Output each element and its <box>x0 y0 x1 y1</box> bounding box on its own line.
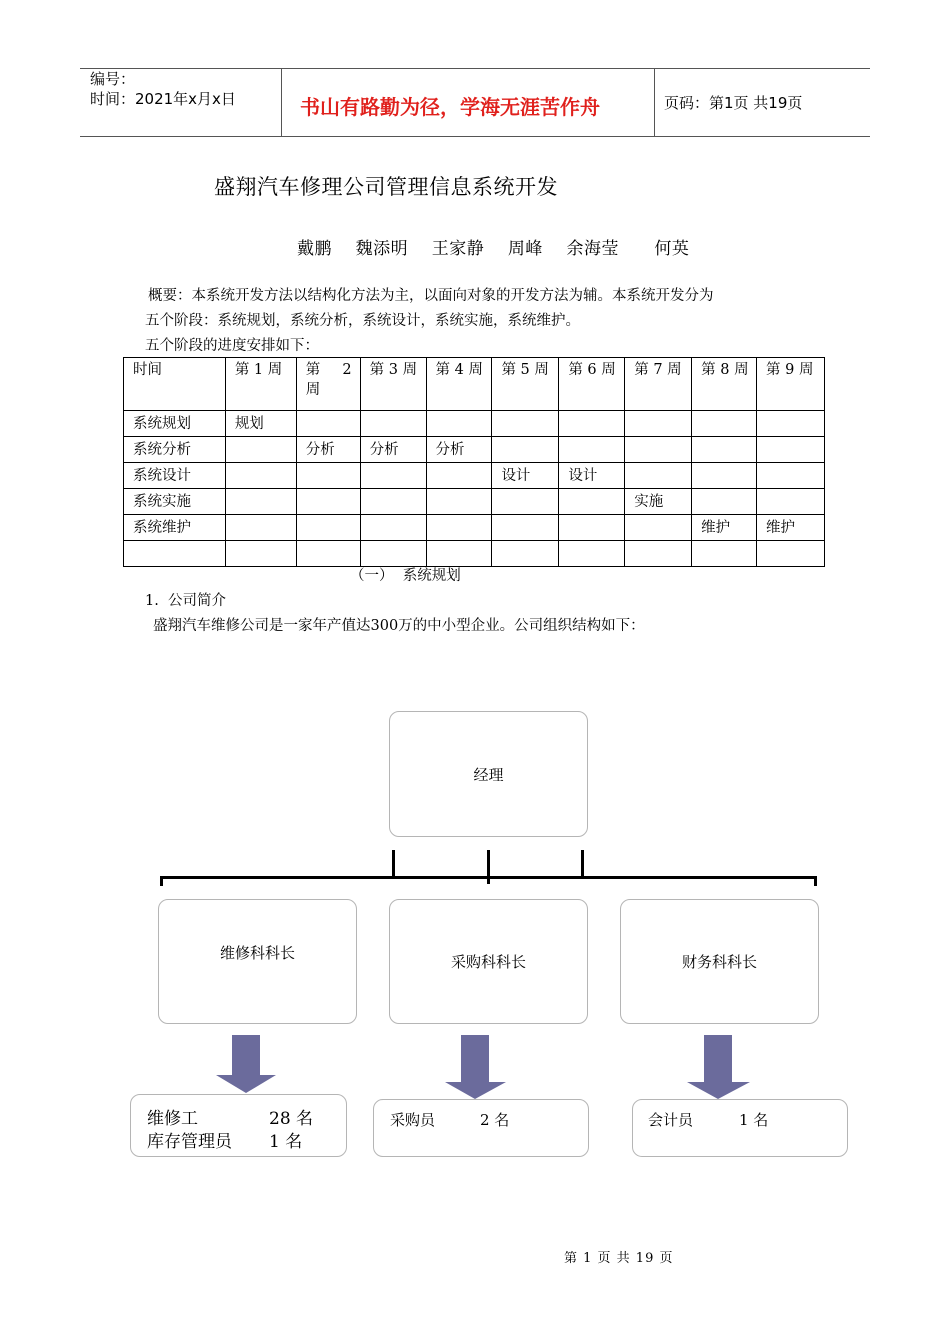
schedule-row <box>124 541 825 567</box>
author-list: 戴鹏 魏添明 王家静 周峰 余海莹 何英 <box>297 239 690 259</box>
schedule-cell: 系统分析 <box>124 437 226 463</box>
schedule-cell <box>225 489 296 515</box>
schedule-cell <box>692 489 757 515</box>
page-footer: 第 1 页 共 19 页 <box>564 1251 674 1266</box>
schedule-cell <box>492 489 559 515</box>
schedule-cell <box>692 463 757 489</box>
sub-heading: 1. 公司简介 <box>145 593 227 609</box>
header-page-info: 页码：第1页 共19页 <box>664 94 803 112</box>
schedule-cell <box>360 515 426 541</box>
org-manager-label: 经理 <box>473 765 504 784</box>
schedule-cell: 系统规划 <box>124 411 226 437</box>
schedule-row <box>124 489 825 515</box>
schedule-cell <box>625 541 692 567</box>
schedule-cell <box>225 541 296 567</box>
schedule-cell <box>559 541 625 567</box>
schedule-cell: 设计 <box>492 463 559 489</box>
staff-role: 采购员 <box>390 1111 436 1129</box>
org-department-label: 采购科科长 <box>450 953 526 971</box>
org-box-finance-head <box>620 899 819 1024</box>
schedule-cell <box>426 463 492 489</box>
schedule-cell <box>559 411 625 437</box>
schedule-cell <box>360 489 426 515</box>
staff-count: 2 名 <box>480 1111 510 1129</box>
staff-count: 1 名 <box>269 1132 303 1152</box>
schedule-cell: 维护 <box>757 515 825 541</box>
schedule-cell <box>625 463 692 489</box>
schedule-cell <box>426 515 492 541</box>
header-top-border <box>80 68 870 69</box>
header-divider-left <box>281 68 282 136</box>
schedule-cell: 实施 <box>625 489 692 515</box>
header-bottom-border <box>80 136 870 137</box>
schedule-cell <box>492 541 559 567</box>
schedule-cell <box>692 541 757 567</box>
schedule-cell: 维护 <box>692 515 757 541</box>
company-intro: 盛翔汽车维修公司是一家年产值达300万的中小型企业。公司组织结构如下： <box>153 618 645 634</box>
schedule-row <box>124 437 825 463</box>
header-motto: 书山有路勤为径，学海无涯苦作舟 <box>300 95 600 119</box>
schedule-cell <box>625 515 692 541</box>
schedule-intro: 五个阶段的进度安排如下： <box>145 338 319 354</box>
schedule-cell <box>426 411 492 437</box>
schedule-header-cell: 第 2 周 <box>296 358 360 411</box>
schedule-cell <box>225 463 296 489</box>
schedule-cell: 系统实施 <box>124 489 226 515</box>
schedule-header-cell: 第 8 周 <box>692 358 757 411</box>
staff-count: 1 名 <box>739 1111 769 1129</box>
schedule-cell <box>296 489 360 515</box>
org-connector-tick <box>581 850 584 878</box>
down-arrow-icon <box>686 1035 752 1101</box>
schedule-cell: 规划 <box>225 411 296 437</box>
schedule-cell: 分析 <box>426 437 492 463</box>
schedule-header-cell: 第 1 周 <box>225 358 296 411</box>
schedule-cell <box>225 437 296 463</box>
down-arrow-icon <box>444 1035 508 1101</box>
schedule-row <box>124 515 825 541</box>
header-divider-right <box>654 68 655 136</box>
down-arrow-icon <box>214 1035 278 1095</box>
header-time-label: 时间：2021年x月x日 <box>90 90 236 108</box>
schedule-header-cell: 第 9 周 <box>757 358 825 411</box>
schedule-cell: 系统设计 <box>124 463 226 489</box>
schedule-cell <box>296 463 360 489</box>
schedule-cell <box>559 437 625 463</box>
org-box-purchase-head <box>389 899 588 1024</box>
schedule-cell: 分析 <box>360 437 426 463</box>
schedule-cell <box>692 411 757 437</box>
schedule-cell <box>692 437 757 463</box>
schedule-cell <box>757 489 825 515</box>
schedule-cell: 系统维护 <box>124 515 226 541</box>
schedule-cell <box>625 411 692 437</box>
schedule-table <box>123 357 825 567</box>
schedule-header-cell: 时间 <box>124 358 226 411</box>
schedule-header-cell: 第 4 周 <box>426 358 492 411</box>
schedule-header-cell: 第 5 周 <box>492 358 559 411</box>
org-box-purchase-staff <box>373 1099 589 1157</box>
header-number-label: 编号： <box>90 70 136 88</box>
schedule-header-cell: 第 3 周 <box>360 358 426 411</box>
org-box-finance-staff <box>632 1099 848 1157</box>
schedule-cell <box>225 515 296 541</box>
schedule-cell <box>757 411 825 437</box>
org-box-repair-staff <box>130 1094 347 1157</box>
schedule-cell: 分析 <box>296 437 360 463</box>
org-department-label: 维修科科长 <box>219 944 295 962</box>
schedule-cell <box>492 411 559 437</box>
schedule-header-cell: 第 7 周 <box>625 358 692 411</box>
org-connector-tick <box>487 850 490 884</box>
staff-role: 库存管理员 <box>147 1132 232 1152</box>
schedule-cell <box>625 437 692 463</box>
abstract-line-1: 概要：本系统开发方法以结构化方法为主，以面向对象的开发方法为辅。本系统开发分为 <box>148 288 714 304</box>
staff-count: 28 名 <box>269 1109 314 1129</box>
section-heading: （一） 系统规划 <box>350 568 461 584</box>
schedule-cell <box>757 541 825 567</box>
schedule-cell <box>426 541 492 567</box>
org-box-repair-head <box>158 899 357 1024</box>
schedule-cell <box>296 411 360 437</box>
schedule-cell <box>296 515 360 541</box>
org-connector-drop <box>814 876 817 886</box>
staff-role: 维修工 <box>147 1109 198 1129</box>
schedule-cell <box>559 515 625 541</box>
page-title: 盛翔汽车修理公司管理信息系统开发 <box>214 175 558 199</box>
schedule-cell <box>492 437 559 463</box>
staff-role: 会计员 <box>648 1111 694 1129</box>
schedule-header-cell: 第 6 周 <box>559 358 625 411</box>
schedule-cell <box>757 463 825 489</box>
schedule-cell <box>360 463 426 489</box>
org-connector-tick <box>392 850 395 878</box>
schedule-cell <box>757 437 825 463</box>
org-connector-drop <box>160 876 163 886</box>
schedule-cell <box>360 411 426 437</box>
schedule-cell <box>360 541 426 567</box>
schedule-cell <box>296 541 360 567</box>
schedule-cell <box>559 489 625 515</box>
schedule-cell: 设计 <box>559 463 625 489</box>
schedule-cell <box>124 541 226 567</box>
org-department-label: 财务科科长 <box>681 953 757 971</box>
schedule-cell <box>492 515 559 541</box>
schedule-row <box>124 411 825 437</box>
schedule-header-row <box>124 358 825 411</box>
schedule-row <box>124 463 825 489</box>
org-box-manager <box>389 711 588 837</box>
schedule-cell <box>426 489 492 515</box>
abstract-line-2: 五个阶段：系统规划，系统分析，系统设计，系统实施，系统维护。 <box>145 313 580 329</box>
